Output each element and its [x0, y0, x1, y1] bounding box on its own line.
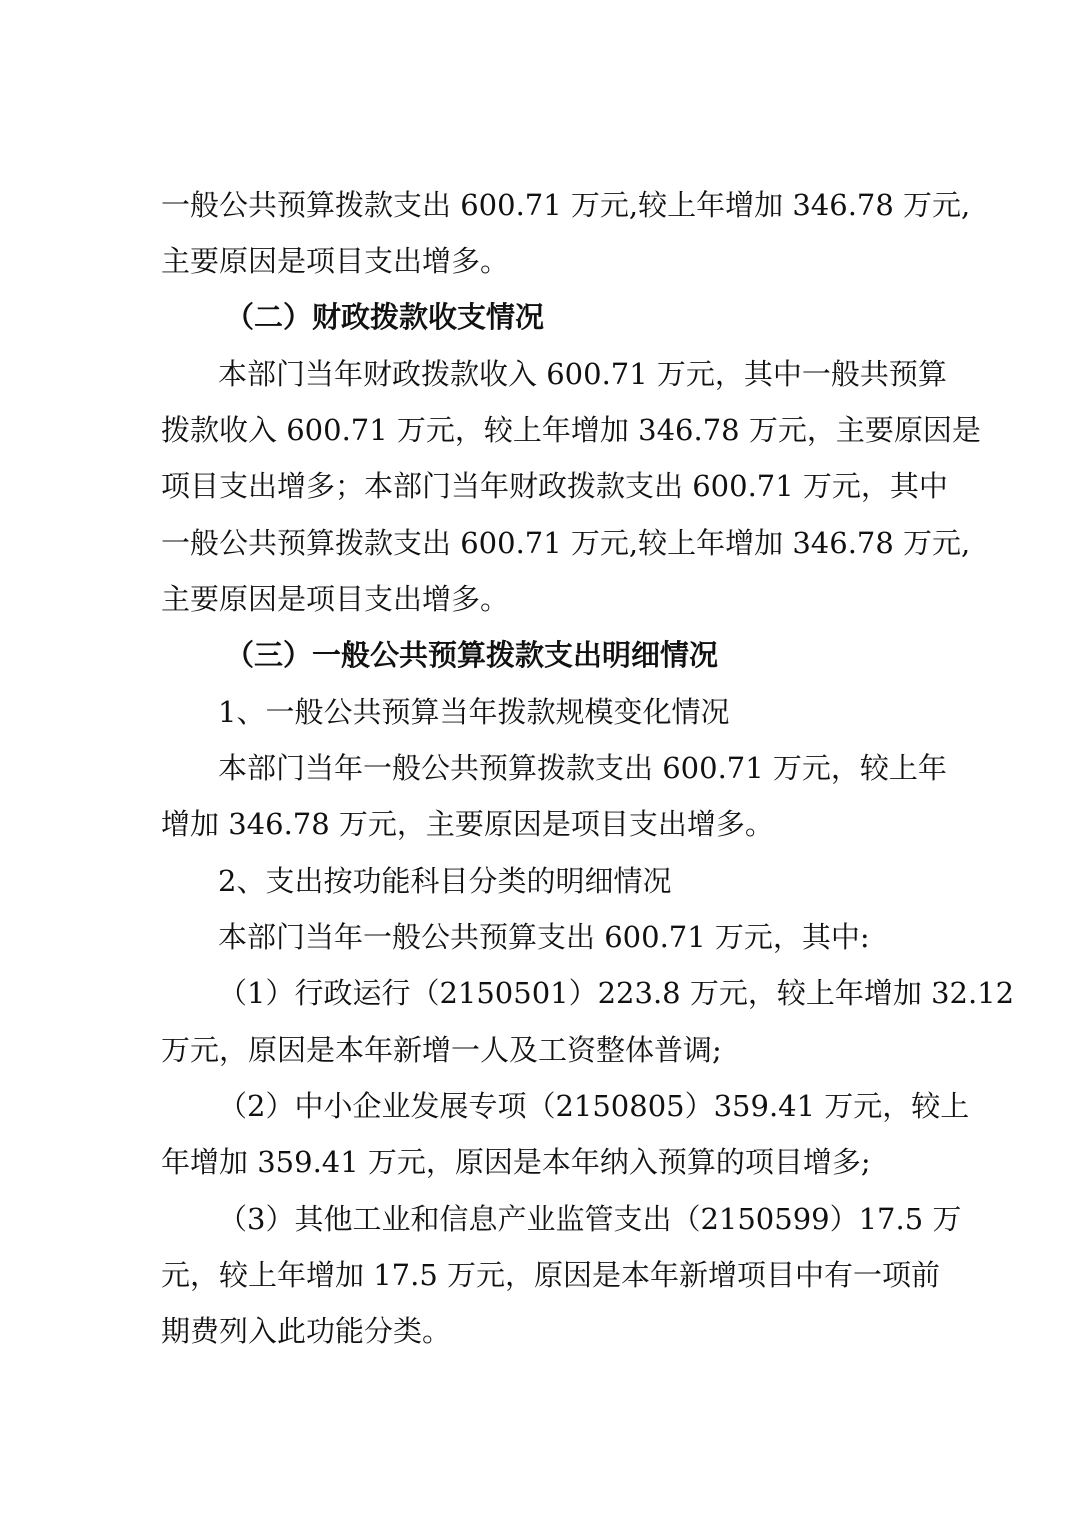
paragraph-line: （2）中小企业发展专项（2150805）359.41 万元，较上: [218, 1089, 970, 1123]
paragraph-line: 主要原因是项目支出增多。: [161, 244, 510, 278]
paragraph-line: （1）行政运行（2150501）223.8 万元，较上年增加 32.12: [218, 976, 1015, 1010]
section-heading: （三）一般公共预算拨款支出明细情况: [225, 638, 719, 672]
paragraph-line: 本部门当年一般公共预算拨款支出 600.71 万元，较上年: [218, 751, 947, 785]
paragraph-line: 主要原因是项目支出增多。: [161, 582, 510, 616]
paragraph-line: 本部门当年财政拨款收入 600.71 万元，其中一般共预算: [218, 357, 947, 391]
paragraph-line: 万元，原因是本年新增一人及工资整体普调;: [161, 1033, 722, 1067]
paragraph-line: 年增加 359.41 万元，原因是本年纳入预算的项目增多;: [161, 1145, 871, 1179]
subheading: 1、一般公共预算当年拨款规模变化情况: [218, 695, 730, 729]
paragraph-line: 一般公共预算拨款支出 600.71 万元,较上年增加 346.78 万元,: [161, 526, 971, 560]
paragraph-line: （3）其他工业和信息产业监管支出（2150599）17.5 万: [218, 1202, 962, 1236]
paragraph-line: 拨款收入 600.71 万元，较上年增加 346.78 万元，主要原因是: [161, 413, 981, 447]
paragraph-line: 本部门当年一般公共预算支出 600.71 万元，其中:: [218, 920, 870, 954]
subheading: 2、支出按功能科目分类的明细情况: [218, 864, 672, 898]
paragraph-line: 项目支出增多；本部门当年财政拨款支出 600.71 万元，其中: [161, 469, 948, 503]
document-page: [161, 0, 1015, 1520]
section-heading: （二）财政拨款收支情况: [225, 300, 545, 334]
paragraph-line: 一般公共预算拨款支出 600.71 万元,较上年增加 346.78 万元,: [161, 188, 971, 222]
paragraph-line: 元，较上年增加 17.5 万元，原因是本年新增项目中有一项前: [161, 1258, 941, 1292]
paragraph-line: 期费列入此功能分类。: [161, 1314, 452, 1348]
paragraph-line: 增加 346.78 万元，主要原因是项目支出增多。: [161, 807, 774, 841]
